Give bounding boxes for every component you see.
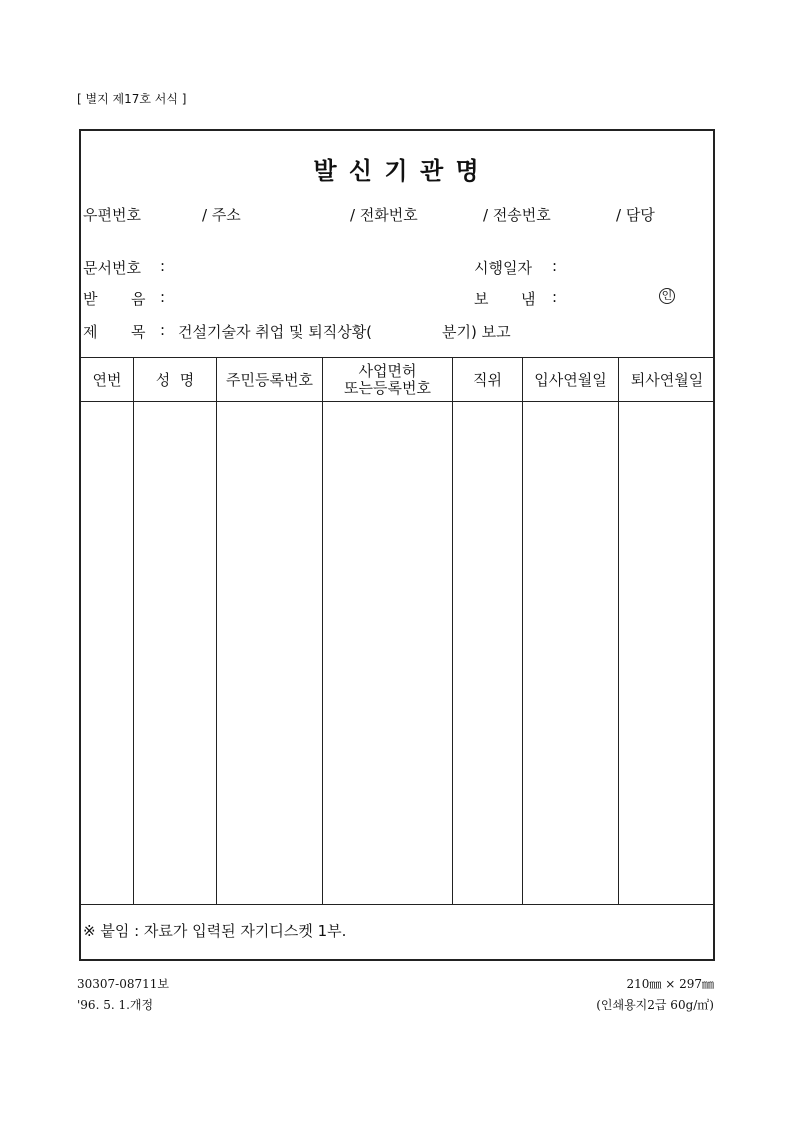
recipient-label-first: 받 <box>83 290 98 308</box>
recipient-label-second: 음 <box>131 290 146 308</box>
postal-code-label: 우편번호 <box>83 206 141 224</box>
seal-mark: 인 <box>659 288 675 304</box>
subject-label-first: 제 <box>83 323 98 341</box>
form-code: 30307-08711보 <box>77 977 169 991</box>
subject-colon: : <box>160 321 166 339</box>
doc-number-colon: : <box>160 257 166 275</box>
form-label: [ 별지 제17호 서식 ] <box>77 92 187 106</box>
revision-date: '96. 5. 1.개정 <box>77 998 154 1012</box>
page-title: 발 신 기 관 명 <box>313 156 481 185</box>
address-label: / 주소 <box>202 206 241 224</box>
sender-label-second: 냄 <box>521 290 536 308</box>
col-header-name: 성 명 <box>155 370 195 389</box>
sender-label-first: 보 <box>474 290 489 308</box>
col-header-hire-date: 입사연월일 <box>534 370 607 389</box>
col-header-license-number: 사업면허 또는등록번호 <box>344 362 431 397</box>
column-divider <box>322 357 323 904</box>
form-frame <box>79 129 715 961</box>
issue-date-colon: : <box>552 257 558 275</box>
phone-label: / 전화번호 <box>350 206 418 224</box>
col-header-leave-date: 퇴사연월일 <box>630 370 704 389</box>
doc-number-label: 문서번호 <box>83 259 141 277</box>
sender-colon: : <box>552 288 558 306</box>
col-header-resident-number: 주민등록번호 <box>226 370 313 389</box>
column-divider <box>452 357 453 904</box>
column-divider <box>522 357 523 904</box>
column-divider <box>216 357 217 904</box>
subject-text-end: 분기) 보고 <box>442 323 511 341</box>
col-header-position: 직위 <box>473 370 502 389</box>
recipient-colon: : <box>160 288 166 306</box>
issue-date-label: 시행일자 <box>474 259 532 277</box>
column-divider <box>133 357 134 904</box>
fax-label: / 전송번호 <box>483 206 551 224</box>
column-divider <box>618 357 619 904</box>
subject-label-second: 목 <box>131 323 146 341</box>
col-header-serial: 연번 <box>92 370 122 389</box>
paper-spec: (인쇄용지2급 60g/㎡) <box>596 998 714 1012</box>
table-bottom-rule <box>81 904 713 905</box>
manager-label: / 담당 <box>616 206 655 224</box>
paper-size: 210㎜ × 297㎜ <box>626 977 714 991</box>
attachment-note: ※ 붙임 : 자료가 입력된 자기디스켓 1부. <box>83 922 347 940</box>
subject-text: 건설기술자 취업 및 퇴직상황( <box>178 323 373 341</box>
